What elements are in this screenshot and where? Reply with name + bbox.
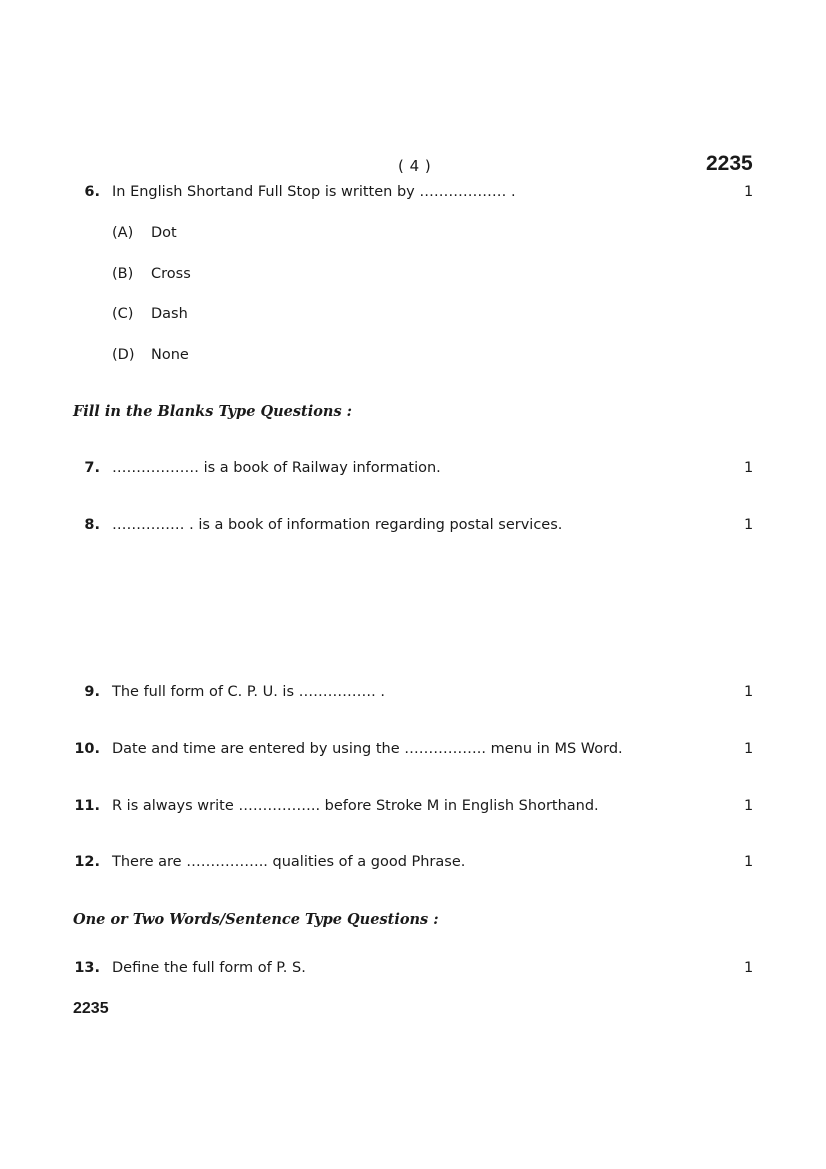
question-10-number: 10. <box>74 741 100 757</box>
question-9-text: The full form of C. P. U. is ……………. . <box>112 684 385 700</box>
question-6-option-a-text: Dot <box>151 225 177 241</box>
question-9-marks: 1 <box>744 684 754 700</box>
question-6-option-d-text: None <box>151 347 189 363</box>
question-6-option-d-letter: (D) <box>112 347 135 363</box>
question-12-number: 12. <box>74 854 100 870</box>
question-6-option-a-letter: (A) <box>112 225 134 241</box>
question-8-text: …………… . is a book of information regarding postal services. <box>112 517 563 533</box>
question-6-number: 6. <box>84 184 100 200</box>
question-13-number: 13. <box>74 960 100 976</box>
question-8-number: 8. <box>84 517 100 533</box>
question-12-marks: 1 <box>744 854 754 870</box>
question-6-option-c-text: Dash <box>151 306 188 322</box>
question-7-text: ……………… is a book of Railway information. <box>112 460 441 476</box>
question-6-text: In English Shortand Full Stop is written by ……………… . <box>112 184 516 200</box>
question-7-number: 7. <box>84 460 100 476</box>
question-8-marks: 1 <box>744 517 754 533</box>
paper-code-header: 2235 <box>706 152 753 175</box>
question-12-text: There are …………….. qualities of a good Phrase. <box>112 854 466 870</box>
question-11-number: 11. <box>74 798 100 814</box>
section-heading-one-two-words: One or Two Words/Sentence Type Questions : <box>73 911 439 928</box>
question-9-number: 9. <box>84 684 100 700</box>
question-6-option-c-letter: (C) <box>112 306 134 322</box>
question-13-marks: 1 <box>744 960 754 976</box>
paper-code-footer: 2235 <box>73 1000 109 1017</box>
question-6-option-b-letter: (B) <box>112 266 134 282</box>
question-10-marks: 1 <box>744 741 754 757</box>
question-6-marks: 1 <box>744 184 754 200</box>
question-11-text: R is always write …………….. before Stroke M in English Shorthand. <box>112 798 599 814</box>
question-10-text: Date and time are entered by using the …………….. menu in MS Word. <box>112 741 623 757</box>
question-13-text: Define the full form of P. S. <box>112 960 306 976</box>
section-heading-fill-blanks: Fill in the Blanks Type Questions : <box>73 403 353 420</box>
question-6-option-b-text: Cross <box>151 266 191 282</box>
question-11-marks: 1 <box>744 798 754 814</box>
page-number: ( 4 ) <box>398 157 432 175</box>
question-7-marks: 1 <box>744 460 754 476</box>
